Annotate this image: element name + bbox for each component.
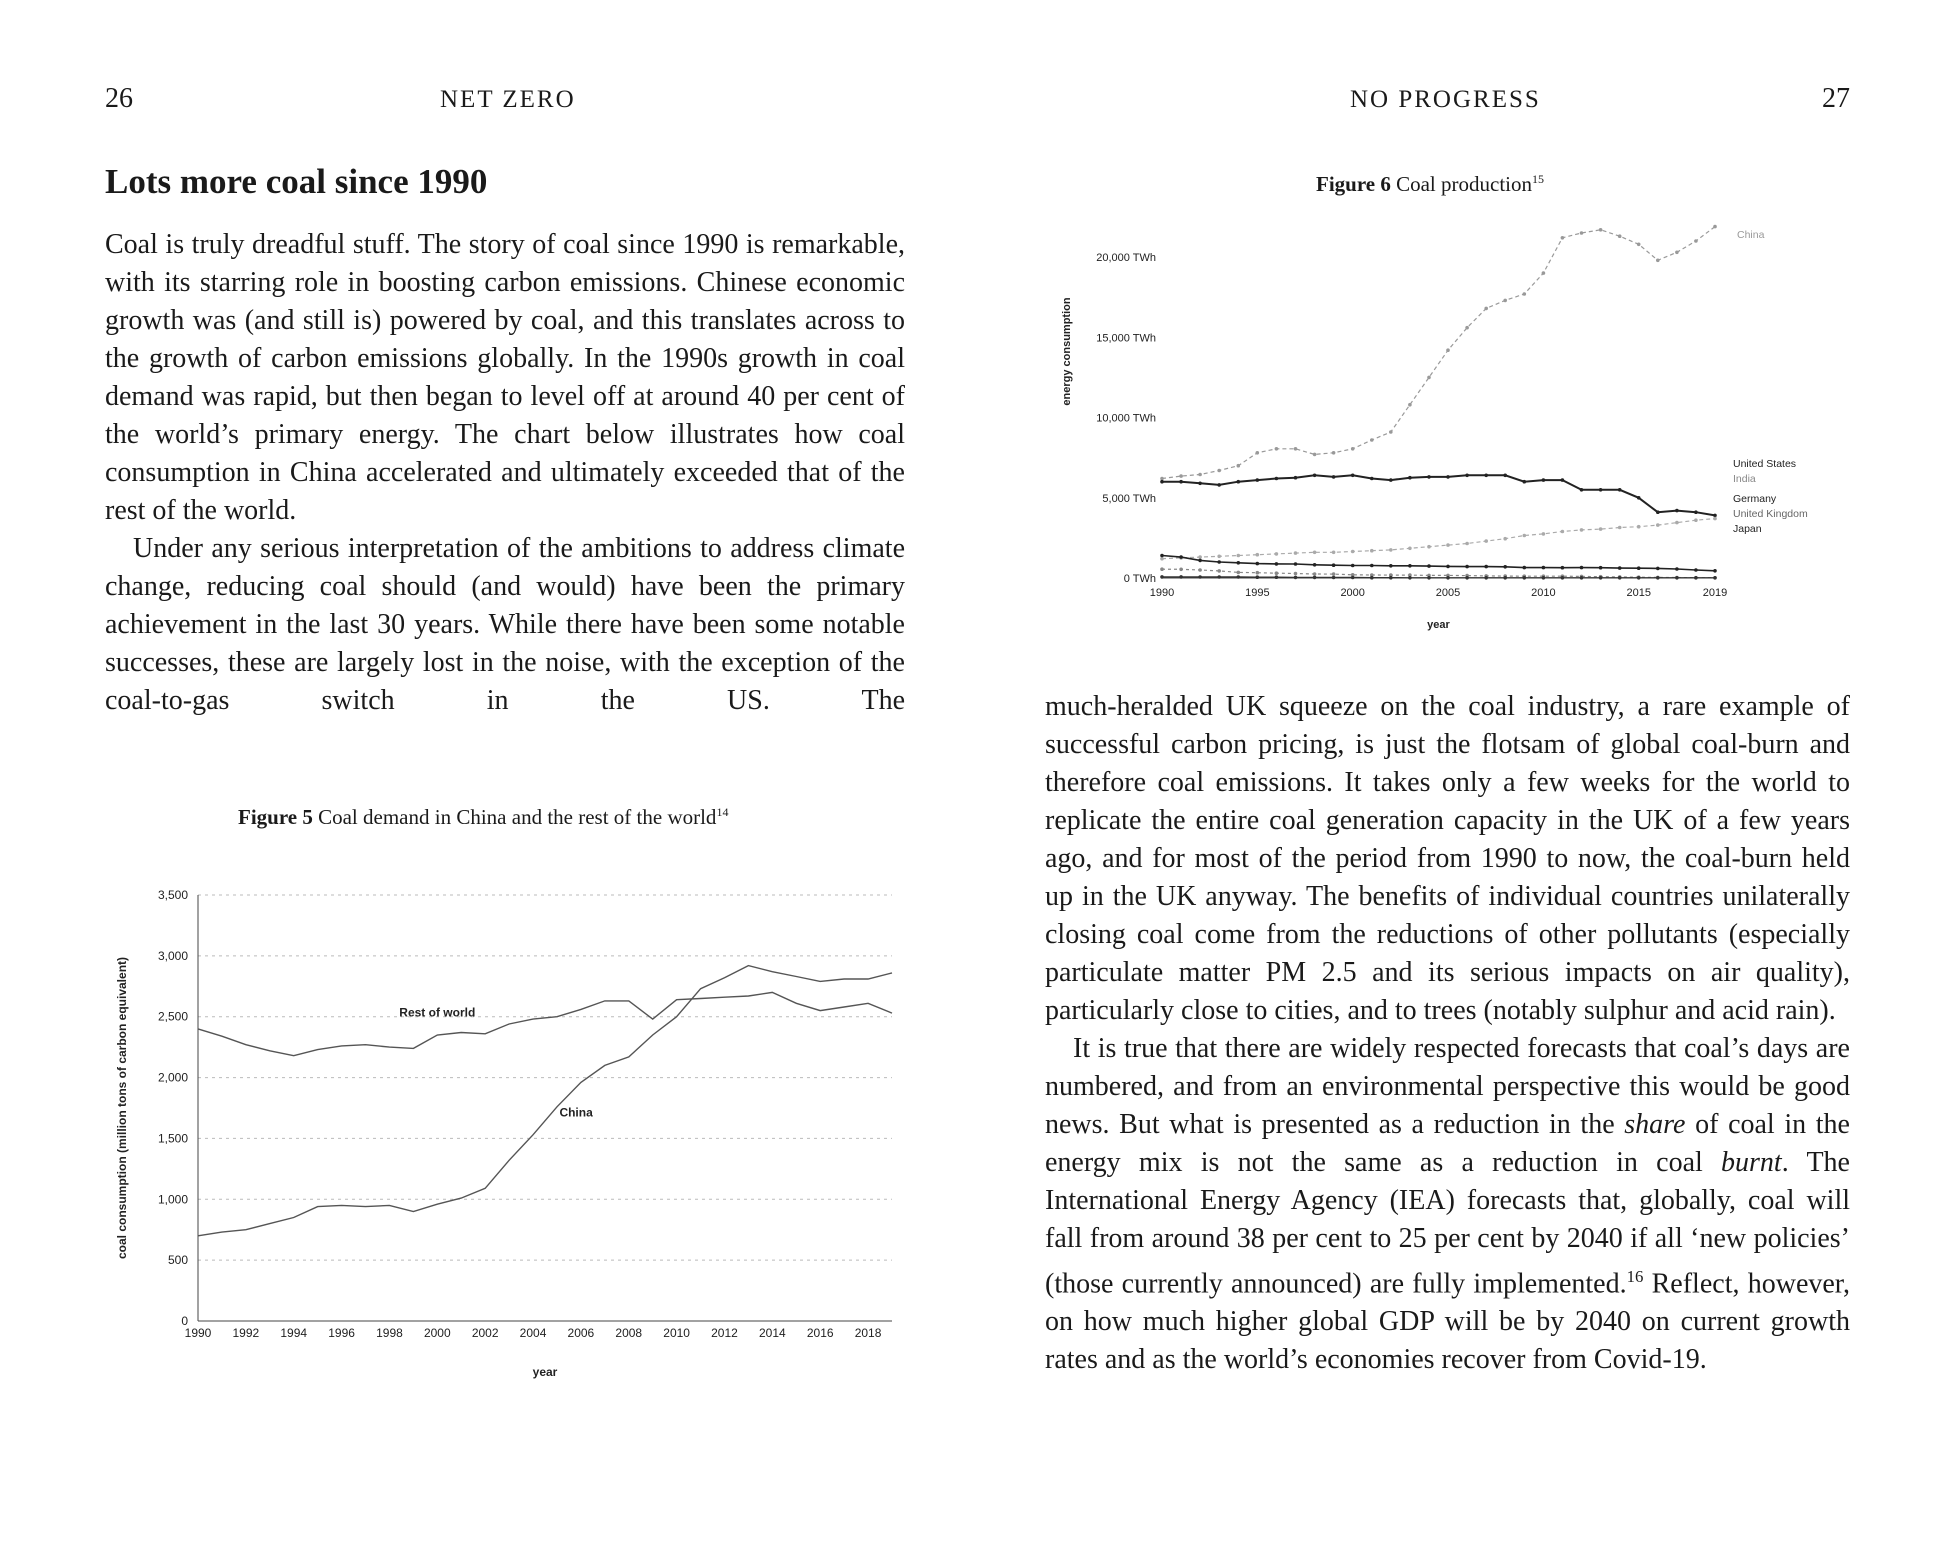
data-point-china [1713, 225, 1717, 229]
data-point-china [1637, 243, 1641, 247]
data-point-united-states [1599, 488, 1603, 492]
figure-6-caption [1316, 172, 1544, 197]
data-point-united-kingdom [1332, 572, 1336, 576]
left-paragraph-2: Under any serious interpretation of the ambitions to address climate change, reducing coal should (and would) have been the primary achievement in the last 30 years. While there have been some notable successes, these are largely lost in the noise, with the exception of the coal-to-gas switch in the US. The [105, 533, 905, 716]
y-axis-label: energy consumption [1061, 297, 1073, 406]
data-point-united-kingdom [1217, 569, 1221, 573]
x-tick-label: 2019 [1702, 587, 1728, 599]
data-point-china [1256, 451, 1260, 455]
data-point-japan [1179, 575, 1183, 579]
footnote-16: 16 [1626, 1267, 1644, 1286]
data-point-united-kingdom [1256, 571, 1260, 575]
x-tick-label: 2000 [1340, 587, 1365, 599]
data-point-japan [1694, 576, 1698, 580]
right-paragraph-2 [1045, 1030, 1850, 1379]
data-point-germany [1217, 560, 1221, 564]
data-point-united-states [1198, 482, 1202, 486]
data-point-germany [1561, 566, 1565, 570]
data-point-united-states [1237, 480, 1241, 484]
data-point-china [1580, 231, 1584, 235]
data-point-india [1217, 555, 1221, 559]
right-paragraph-2-part-c: . The International Energy Agency (IEA) forecasts that, globally, coal will fall from around 38 per cent to 25 per cent by 2040 if all ‘new policies’ (those currently announced) are fully implemented. [1045, 1147, 1850, 1300]
data-point-japan [1389, 576, 1393, 580]
data-point-germany [1179, 555, 1183, 559]
data-point-united-states [1294, 476, 1298, 480]
data-point-china [1237, 464, 1241, 468]
data-point-united-states [1561, 478, 1565, 482]
data-point-germany [1503, 565, 1507, 569]
section-heading: Lots more coal since 1990 [105, 162, 488, 201]
data-point-india [1503, 537, 1507, 541]
data-point-germany [1275, 562, 1279, 566]
data-point-japan [1217, 575, 1221, 579]
figure-5-note: 14 [716, 805, 729, 819]
y-tick-label: 1,000 [157, 1192, 188, 1207]
data-point-china [1370, 438, 1374, 442]
right-paragraph-2-part-a: It is true that there are widely respected forecasts that coal’s days are numbered, and from an environmental perspective this would be good news. But what is presented as a reduction in the [1045, 1033, 1850, 1140]
data-point-china [1313, 453, 1317, 457]
series-line-india [1162, 519, 1715, 559]
data-point-germany [1637, 566, 1641, 570]
y-axis-label: coal consumption (million tons of carbon equivalent) [115, 956, 129, 1260]
data-point-japan [1484, 576, 1488, 580]
right-running-head: NO PROGRESS [1350, 86, 1541, 113]
data-point-japan [1332, 576, 1336, 580]
data-point-united-states [1656, 510, 1660, 514]
x-tick-label: 2015 [1626, 587, 1651, 599]
data-point-united-kingdom [1294, 572, 1298, 576]
data-point-japan [1237, 575, 1241, 579]
data-point-germany [1256, 562, 1260, 566]
data-point-china [1389, 430, 1393, 434]
data-point-china [1694, 239, 1698, 243]
y-tick-label: 0 TWh [1123, 573, 1156, 585]
y-tick-label: 2,500 [157, 1009, 188, 1024]
x-tick-label: 2012 [711, 1326, 738, 1340]
x-axis-label: year [532, 1365, 558, 1379]
data-point-germany [1523, 566, 1527, 570]
data-point-india [1675, 521, 1679, 525]
data-point-japan [1370, 576, 1374, 580]
data-point-germany [1427, 564, 1431, 568]
data-point-germany [1351, 564, 1355, 568]
data-point-india [1160, 557, 1164, 561]
data-point-india [1313, 551, 1317, 555]
x-tick-label: 2004 [519, 1326, 547, 1340]
data-point-china [1542, 271, 1546, 275]
data-point-india [1465, 542, 1469, 546]
emphasis-share: share [1624, 1109, 1686, 1140]
data-point-japan [1618, 576, 1622, 580]
y-tick-label: 500 [167, 1253, 188, 1268]
right-body-text [1045, 688, 1850, 1379]
data-point-germany [1542, 566, 1546, 570]
data-point-india [1523, 534, 1527, 538]
data-point-united-states [1713, 514, 1717, 518]
data-point-germany [1408, 564, 1412, 568]
data-point-japan [1561, 576, 1565, 580]
series-line-china [198, 966, 892, 1236]
data-point-united-kingdom [1237, 571, 1241, 575]
data-point-united-states [1332, 475, 1336, 479]
data-point-united-states [1675, 509, 1679, 513]
annotation-china: China [559, 1105, 593, 1120]
data-point-india [1389, 548, 1393, 552]
data-point-germany [1313, 563, 1317, 567]
data-point-china [1198, 473, 1202, 477]
data-point-japan [1599, 576, 1603, 580]
series-line-china [1162, 227, 1715, 479]
data-point-united-states [1389, 478, 1393, 482]
data-point-germany [1389, 564, 1393, 568]
data-point-united-states [1542, 478, 1546, 482]
series-line-germany [1162, 556, 1715, 571]
data-point-china [1599, 228, 1603, 232]
data-point-japan [1408, 576, 1412, 580]
left-running-head: NET ZERO [440, 86, 576, 113]
y-tick-label: 15,000 TWh [1096, 332, 1156, 345]
data-point-japan [1294, 576, 1298, 580]
data-point-china [1484, 307, 1488, 311]
data-point-germany [1198, 559, 1202, 563]
data-point-india [1351, 550, 1355, 554]
data-point-china [1618, 234, 1622, 238]
x-tick-label: 1994 [280, 1326, 308, 1340]
figure-6-note: 15 [1532, 172, 1545, 186]
x-tick-label: 1996 [328, 1326, 355, 1340]
figure-5-title: Coal demand in China and the rest of the world [318, 805, 717, 829]
data-point-japan [1580, 576, 1584, 580]
data-point-china [1332, 451, 1336, 455]
data-point-india [1198, 555, 1202, 559]
y-tick-label: 3,000 [157, 948, 188, 963]
data-point-india [1484, 539, 1488, 543]
x-tick-label: 1992 [232, 1326, 260, 1340]
x-tick-label: 2002 [471, 1326, 499, 1340]
data-point-germany [1656, 567, 1660, 571]
data-point-china [1217, 469, 1221, 473]
figure-5-chart [100, 870, 900, 1390]
figure-6-label: Figure 6 [1316, 172, 1391, 196]
data-point-china [1179, 474, 1183, 478]
data-point-united-states [1503, 474, 1507, 478]
data-point-india [1256, 553, 1260, 557]
legend-label-india: India [1733, 473, 1756, 485]
data-point-germany [1332, 563, 1336, 567]
data-point-germany [1465, 565, 1469, 569]
data-point-germany [1237, 561, 1241, 565]
data-point-china [1465, 326, 1469, 330]
figure-5-caption [238, 805, 728, 830]
data-point-united-states [1351, 474, 1355, 478]
x-tick-label: 2005 [1435, 587, 1461, 599]
data-point-japan [1656, 576, 1660, 580]
data-point-germany [1580, 566, 1584, 570]
legend-label-china: China [1737, 229, 1765, 241]
y-tick-label: 5,000 TWh [1102, 492, 1156, 505]
data-point-germany [1694, 568, 1698, 572]
figure-6-chart [1050, 210, 1850, 650]
data-point-japan [1256, 575, 1260, 579]
right-paragraph-2-part-b: of coal in the energy mix is not the same as a reduction in coal [1045, 1109, 1850, 1178]
data-point-japan [1523, 576, 1527, 580]
data-point-japan [1351, 576, 1355, 580]
data-point-india [1618, 526, 1622, 530]
x-tick-label: 1990 [184, 1326, 212, 1340]
data-point-japan [1198, 575, 1202, 579]
data-point-india [1656, 523, 1660, 527]
data-point-germany [1160, 554, 1164, 558]
data-point-united-kingdom [1275, 571, 1279, 575]
data-point-united-states [1217, 483, 1221, 487]
x-tick-label: 2014 [758, 1326, 786, 1340]
data-point-united-states [1465, 474, 1469, 478]
data-point-united-states [1160, 480, 1164, 484]
data-point-india [1561, 530, 1565, 534]
y-tick-label: 2,000 [157, 1070, 188, 1085]
data-point-india [1237, 554, 1241, 558]
data-point-united-states [1408, 476, 1412, 480]
x-tick-label: 1990 [1149, 587, 1175, 599]
figure-5-label: Figure 5 [238, 805, 313, 829]
data-point-china [1351, 447, 1355, 451]
data-point-germany [1599, 566, 1603, 570]
data-point-germany [1294, 562, 1298, 566]
figure-6-title: Coal production [1396, 172, 1533, 196]
data-point-japan [1542, 576, 1546, 580]
data-point-india [1637, 525, 1641, 529]
data-point-united-states [1370, 477, 1374, 481]
right-paragraph-2-part-d: Reflect, however, on how much higher global GDP will be by 2040 on current growth rates and as the world’s economies recover from Covid-19. [1045, 1268, 1850, 1376]
data-point-china [1427, 376, 1431, 380]
data-point-india [1580, 528, 1584, 532]
data-point-germany [1446, 565, 1450, 569]
data-point-united-kingdom [1313, 572, 1317, 576]
data-point-india [1275, 552, 1279, 556]
data-point-japan [1675, 576, 1679, 580]
x-tick-label: 2010 [663, 1326, 690, 1340]
y-tick-label: 10,000 TWh [1096, 412, 1156, 425]
data-point-united-states [1523, 480, 1527, 484]
data-point-india [1694, 518, 1698, 522]
data-point-china [1294, 447, 1298, 451]
data-point-united-kingdom [1198, 568, 1202, 572]
x-tick-label: 2010 [1531, 587, 1556, 599]
y-tick-label: 0 [181, 1314, 188, 1328]
data-point-united-states [1275, 477, 1279, 481]
data-point-united-states [1580, 488, 1584, 492]
data-point-japan [1160, 575, 1164, 579]
y-tick-label: 3,500 [157, 888, 188, 902]
data-point-india [1599, 527, 1603, 531]
data-point-japan [1275, 575, 1279, 579]
data-point-china [1446, 348, 1450, 352]
x-tick-label: 2018 [854, 1326, 882, 1340]
data-point-japan [1503, 576, 1507, 580]
data-point-india [1713, 517, 1717, 521]
data-point-germany [1713, 569, 1717, 573]
left-body-text [105, 226, 905, 720]
x-axis-label: year [1427, 619, 1450, 631]
data-point-india [1408, 547, 1412, 551]
data-point-japan [1446, 576, 1450, 580]
data-point-india [1294, 551, 1298, 555]
emphasis-burnt: burnt [1721, 1147, 1782, 1178]
data-point-china [1561, 236, 1565, 240]
x-tick-label: 2016 [806, 1326, 834, 1340]
data-point-japan [1713, 576, 1717, 580]
data-point-united-states [1637, 496, 1641, 500]
x-tick-label: 2008 [615, 1326, 643, 1340]
data-point-united-states [1446, 475, 1450, 479]
data-point-india [1427, 545, 1431, 549]
data-point-china [1160, 477, 1164, 481]
data-point-united-states [1694, 510, 1698, 514]
left-paragraph-1: Coal is truly dreadful stuff. The story of coal since 1990 is remarkable, with its starring role in boosting carbon emissions. Chinese economic growth was (and still is) powered by coal, and this translates across to the growth of carbon emissions globally. In the 1990s growth in coal demand was rapid, but then began to level off at around 40 per cent of the world’s primary energy. The chart below illustrates how coal consumption in China accelerated and ultimately exceeded that of the rest of the world. [105, 229, 905, 526]
data-point-united-states [1313, 474, 1317, 478]
data-point-united-states [1618, 488, 1622, 492]
y-tick-label: 20,000 TWh [1096, 252, 1156, 265]
data-point-united-states [1427, 475, 1431, 479]
data-point-china [1275, 447, 1279, 451]
data-point-china [1503, 299, 1507, 303]
data-point-united-kingdom [1179, 568, 1183, 572]
data-point-india [1370, 549, 1374, 553]
data-point-germany [1675, 567, 1679, 571]
data-point-china [1523, 292, 1527, 296]
x-tick-label: 1998 [376, 1326, 403, 1340]
data-point-china [1408, 403, 1412, 407]
data-point-india [1446, 543, 1450, 547]
data-point-japan [1427, 576, 1431, 580]
left-page-number: 26 [105, 83, 133, 114]
data-point-germany [1484, 565, 1488, 569]
data-point-japan [1313, 576, 1317, 580]
series-line-united-states [1162, 475, 1715, 515]
data-point-germany [1370, 564, 1374, 568]
legend-label-united-kingdom: United Kingdom [1733, 508, 1808, 520]
legend-label-germany: Germany [1733, 493, 1777, 505]
y-tick-label: 1,500 [157, 1131, 188, 1146]
x-tick-label: 2006 [567, 1326, 595, 1340]
data-point-china [1656, 259, 1660, 263]
x-tick-label: 2000 [423, 1326, 451, 1340]
data-point-china [1675, 251, 1679, 255]
data-point-japan [1637, 576, 1641, 580]
data-point-united-states [1179, 480, 1183, 484]
data-point-germany [1618, 566, 1622, 570]
right-paragraph-1: much-heralded UK squeeze on the coal industry, a rare example of successful carbon pricing, is just the flotsam of global coal-burn and therefore coal emissions. It takes only a few weeks for the world to replicate the entire coal generation capacity in the UK of a few years ago, and for most of the period from 1990 to now, the coal-burn held up in the UK anyway. The benefits of individual countries unilaterally closing coal come from the reductions of other pollutants (especially particulate matter PM 2.5 and its serious impacts on air quality), particularly close to cities, and to trees (notably sulphur and acid rain). [1045, 691, 1850, 1026]
data-point-united-states [1256, 478, 1260, 482]
x-tick-label: 1995 [1245, 587, 1270, 599]
data-point-india [1542, 532, 1546, 536]
data-point-japan [1465, 576, 1469, 580]
data-point-india [1332, 551, 1336, 555]
annotation-rest-of-world: Rest of world [399, 1005, 476, 1020]
legend-label-united-states: United States [1733, 458, 1797, 470]
right-page-number: 27 [1822, 83, 1850, 114]
data-point-united-kingdom [1160, 567, 1164, 571]
series-line-rest-of-world [198, 992, 892, 1055]
legend-label-japan: Japan [1733, 523, 1762, 535]
data-point-united-states [1484, 474, 1488, 478]
